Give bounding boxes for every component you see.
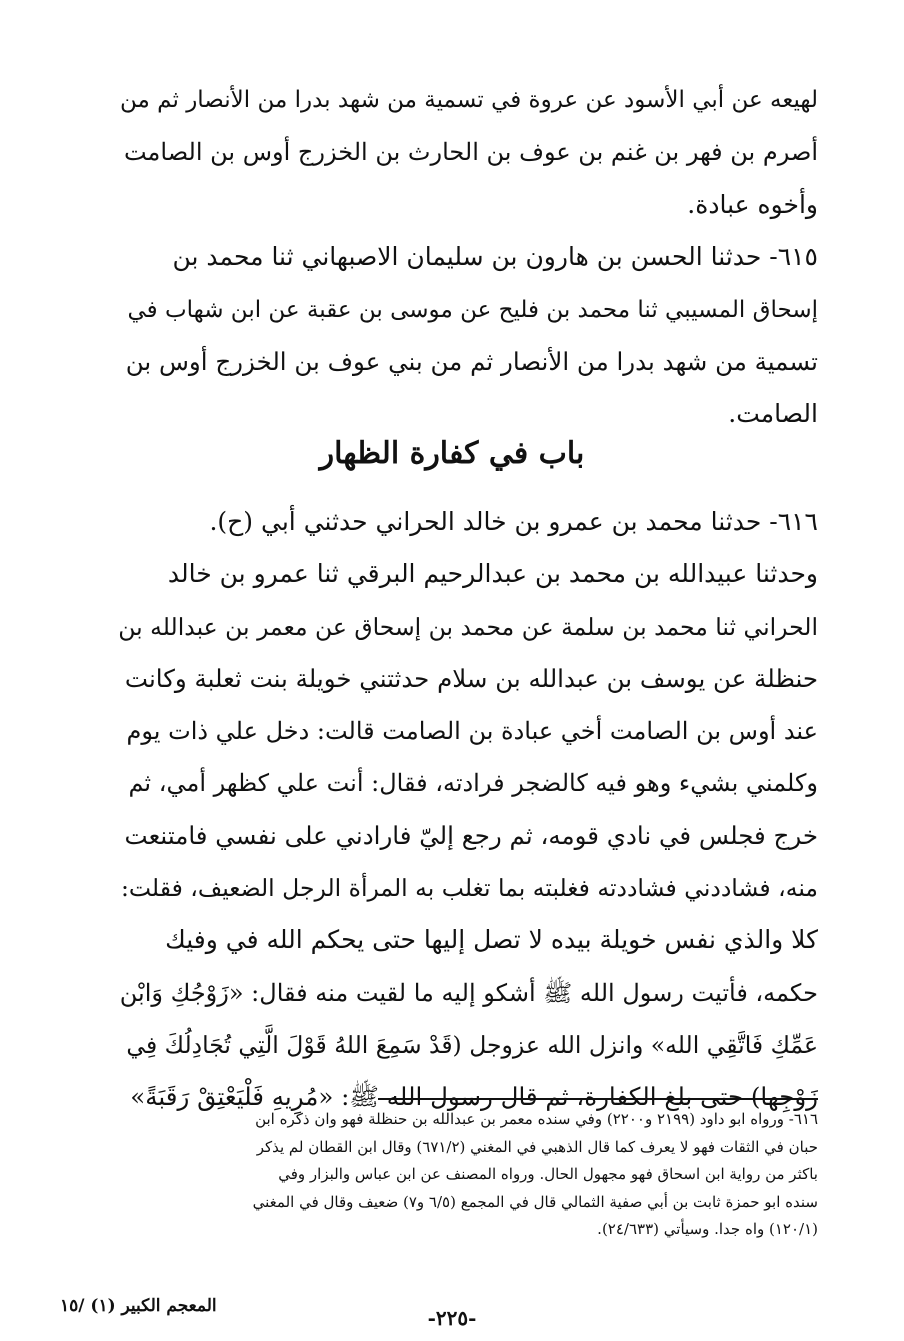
text-line: تسمية من شهد بدرا من الأنصار ثم من بني عوف بن الخزرج أوس بن xyxy=(125,346,818,376)
text-line: كلا والذي نفس خويلة بيده لا تصل إليها حتى يحكم الله في وفيك xyxy=(165,925,818,955)
text-line: حنظلة عن يوسف بن عبدالله بن سلام حدثتني خويلة بنت ثعلبة وكانت xyxy=(124,663,818,693)
chapter-heading: باب في كفارة الظهار xyxy=(319,436,585,471)
text-line: إسحاق المسيبي ثنا محمد بن فليح عن موسى بن عقبة عن ابن شهاب في xyxy=(127,296,818,323)
text-line: ٦١٦- حدثنا محمد بن عمرو بن خالد الحراني حدثني أبي (ح). xyxy=(209,507,818,536)
text-line: الصامت. xyxy=(728,399,818,429)
text-line: الحراني ثنا محمد بن سلمة عن محمد بن إسحاق عن معمر بن عبدالله بن xyxy=(118,612,818,641)
text-line: ٦١٥- حدثنا الحسن بن هارون بن سليمان الاصبهاني ثنا محمد بن xyxy=(172,242,818,272)
text-line: زَوْجِها) حتى بلغ الكفارة، ثم قال رسول الله ﷺ: «مُرِيهِ فَلْيَعْتِقْ رَقَبَةً» xyxy=(130,1082,818,1112)
text-line: لهيعه عن أبي الأسود عن عروة في تسمية من شهد بدرا من الأنصار ثم من xyxy=(120,87,818,113)
page-number: -٢٢٥- xyxy=(427,1306,477,1330)
footnote-line: حبان في الثقات فهو لا يعرف كما قال الذهبي في المغني (٦٧١/٢) وقال ابن القطان لم يذكر xyxy=(256,1137,818,1156)
footnote-line: (١٢٠/١) واه جدا. وسيأتي (٢٤/٦٣٣). xyxy=(597,1220,818,1238)
footnote-line: باكثر من رواية ابن اسحاق فهو مجهول الحال. ورواه المصنف عن ابن عباس والبزار وفي xyxy=(278,1165,818,1183)
footnote-line: ٦١٦- ورواه ابو داود (٢١٩٩ و٢٢٠٠) وفي سنده معمر بن عبدالله بن حنظلة فهو وان ذكره ابن xyxy=(255,1110,818,1128)
footnote-divider xyxy=(378,1098,818,1100)
text-line: خرج فجلس في نادي قومه، ثم رجع إليّ فارادني على نفسي فامتنعت xyxy=(124,820,818,850)
text-line: عند أوس بن الصامت أخي عبادة بن الصامت قالت: دخل علي ذات يوم xyxy=(126,717,818,746)
footnote-line: سنده ابو حمزة ثابت بن أبي صفية الثمالي قال في المجمع (٦/٥ و٧) ضعيف وقال في المغني xyxy=(252,1192,818,1211)
book-reference: المعجم الكبير (١) /١٥ xyxy=(60,1296,217,1316)
body-text-top xyxy=(118,74,818,441)
text-line: أصرم بن فهر بن غنم بن عوف بن الحارث بن الخزرج أوس بن الصامت xyxy=(123,138,818,167)
text-line: وكلمني بشيء وهو فيه كالضجر فرادته، فقال: أنت علي كظهر أمي، ثم xyxy=(128,769,818,798)
text-line: حكمه، فأتيت رسول الله ﷺ أشكو إليه ما لقيت منه فقال: «زَوْجُكِ وَابْن xyxy=(119,978,818,1007)
text-line: منه، فشاددني فشاددته فغلبته بما تغلب به المرأة الرجل الضعيف، فقلت: xyxy=(120,874,818,903)
text-line: وحدثنا عبيدالله بن محمد بن عبدالرحيم البرقي ثنا عمرو بن خالد xyxy=(167,559,818,589)
body-text-main xyxy=(118,496,818,1124)
text-line: وأخوه عبادة. xyxy=(687,189,818,219)
text-line: عَمِّكِ فَاتَّقِي الله» وانزل الله عزوجل (قَدْ سَمِعَ اللهُ قَوْلَ الَّتِي تُجَادِلُكَ فِي xyxy=(126,1030,818,1059)
footnotes xyxy=(118,1106,818,1244)
